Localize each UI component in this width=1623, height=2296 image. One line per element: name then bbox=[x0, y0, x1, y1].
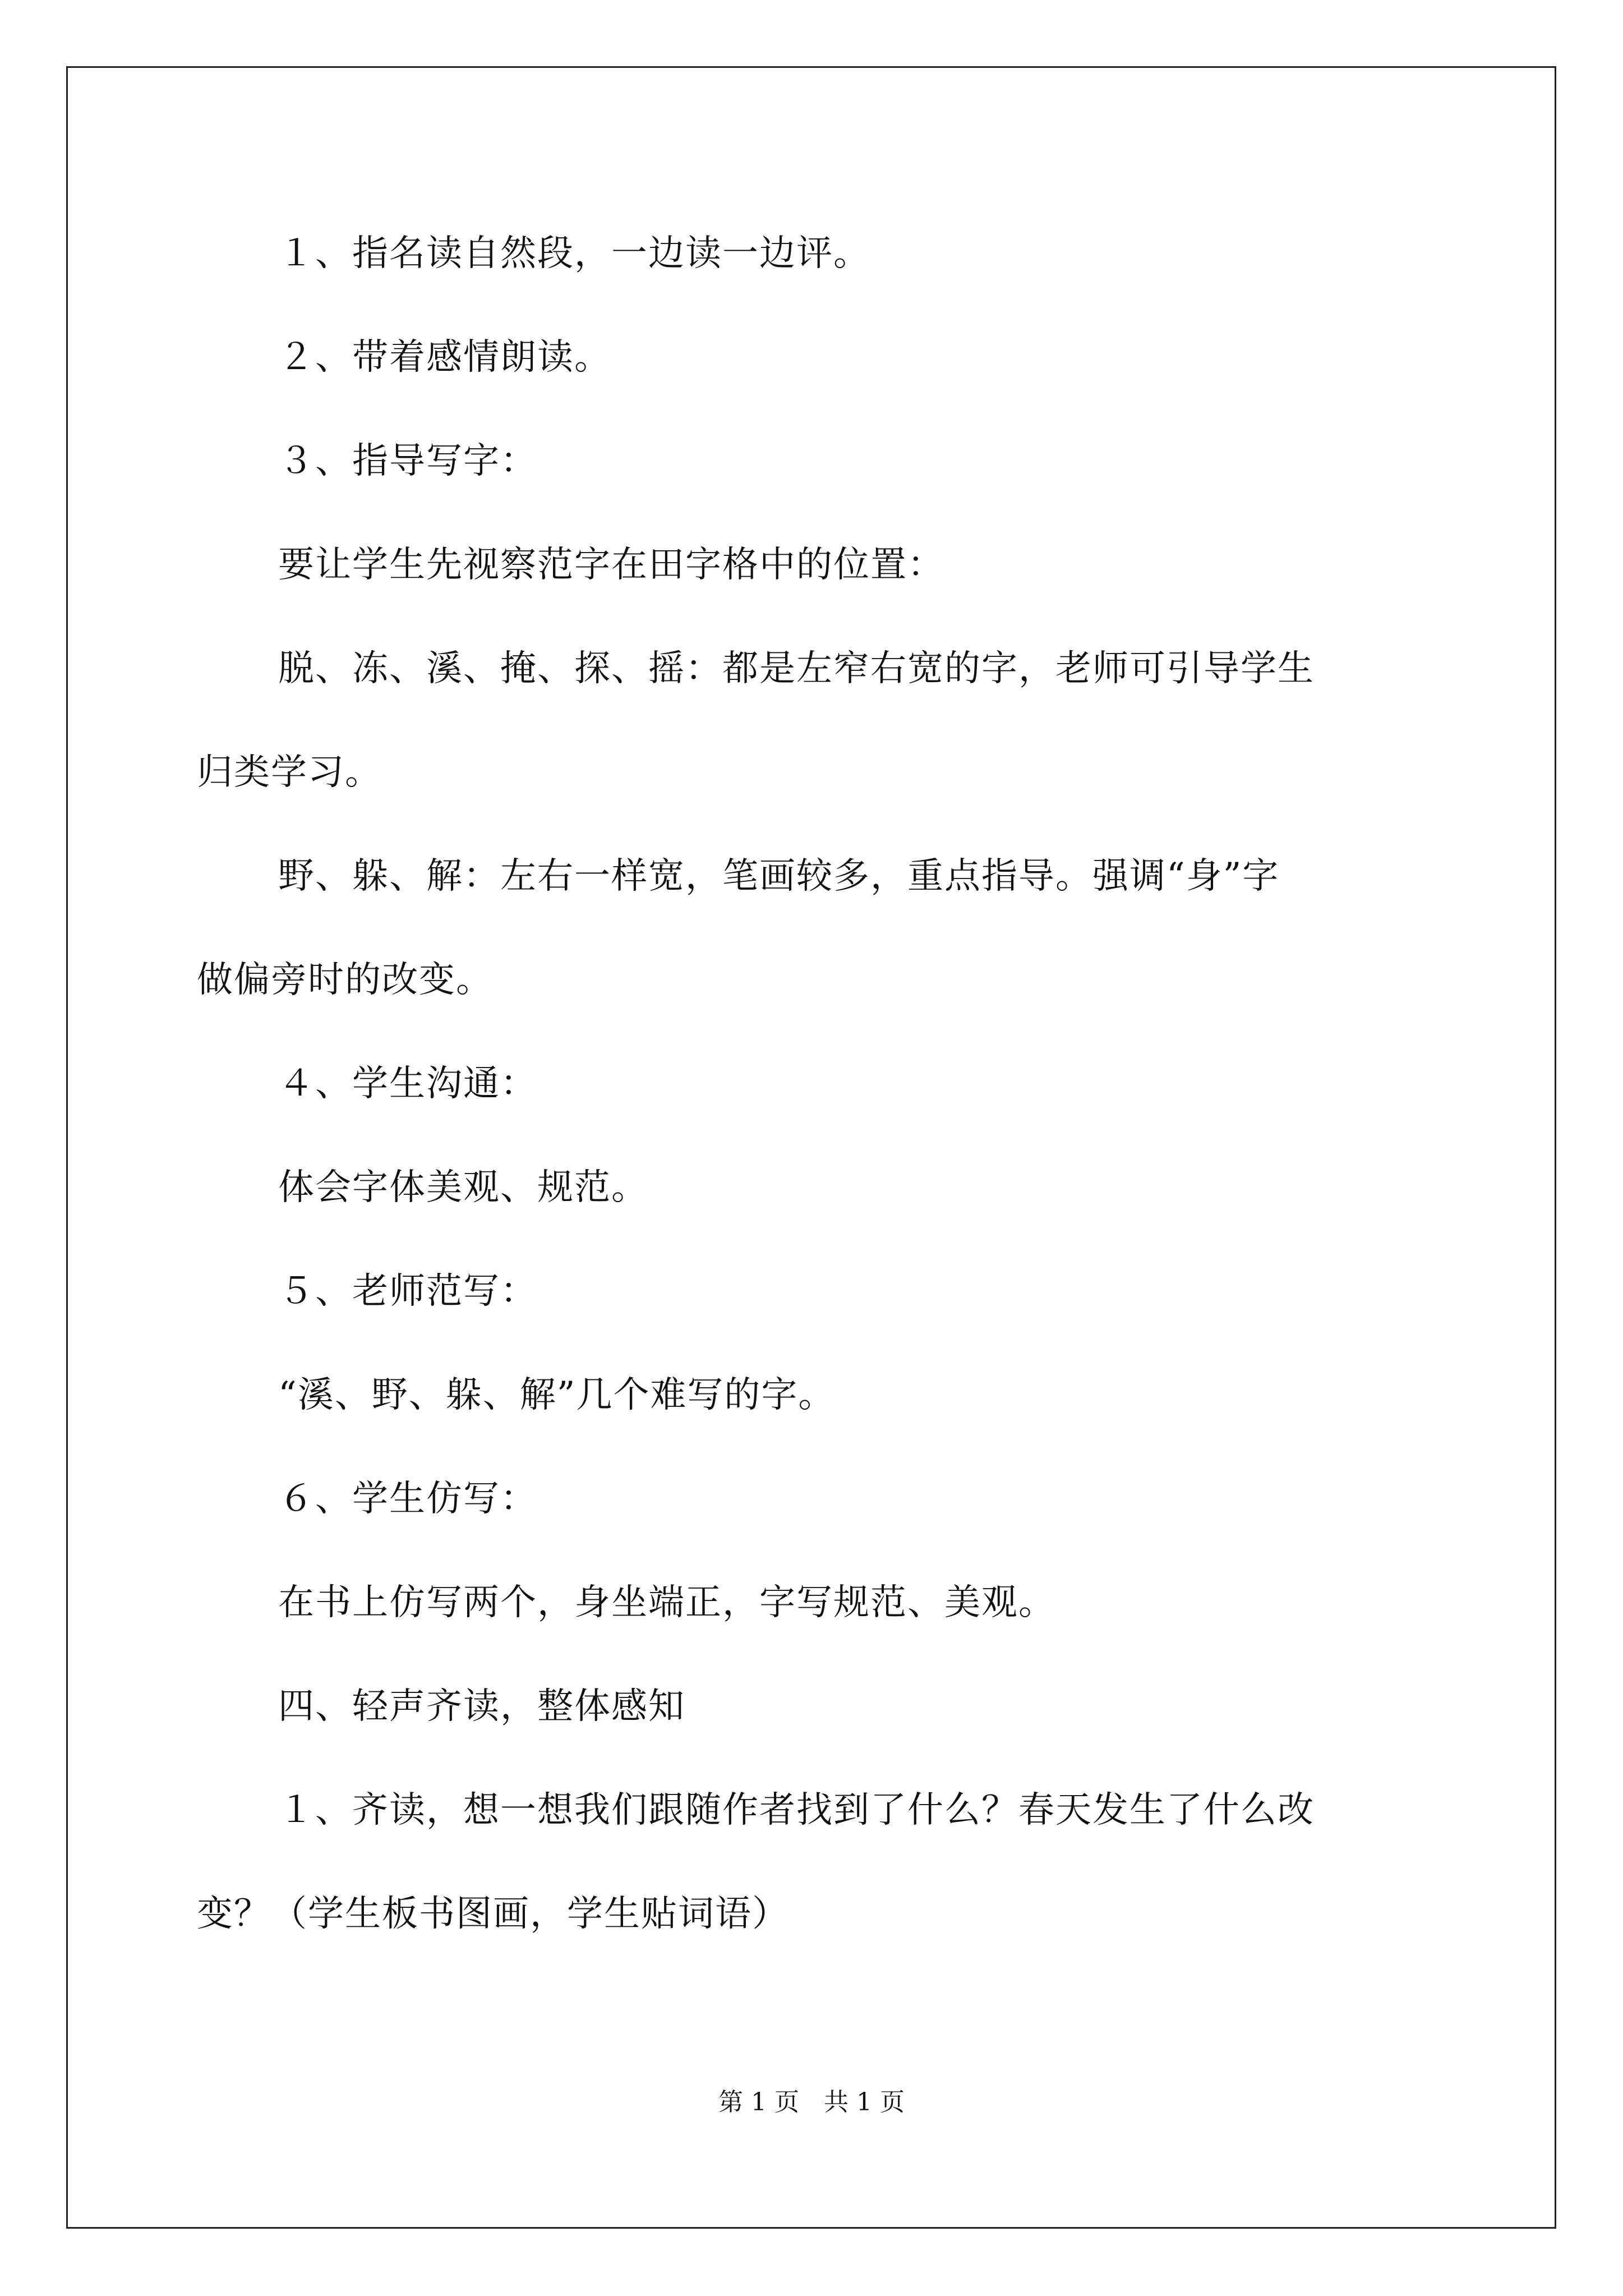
paragraph-8: 体会字体美观、规范。 bbox=[278, 1167, 648, 1208]
paragraph-10: “溪、野、躲、解”几个难写的字。 bbox=[278, 1374, 836, 1416]
paragraph-3: ３、指导写字： bbox=[278, 440, 537, 482]
paragraph-13-line-1: １、齐读，想一想我们跟随作者找到了什么？春天发生了什么改 bbox=[278, 1789, 1315, 1831]
paragraph-9: ５、老师范写： bbox=[278, 1271, 537, 1312]
paragraph-12: 在书上仿写两个，身坐端正，字写规范、美观。 bbox=[278, 1582, 1055, 1623]
paragraph-5-line-2: 归类学习。 bbox=[197, 752, 382, 793]
page-footer: 第 1 页 共 1 页 bbox=[718, 2088, 905, 2116]
paragraph-6-line-2: 做偏旁时的改变。 bbox=[197, 959, 493, 1001]
paragraph-4: 要让学生先视察范字在田字格中的位置： bbox=[278, 544, 944, 586]
paragraph-7: ４、学生沟通： bbox=[278, 1063, 537, 1105]
paragraph-11: ６、学生仿写： bbox=[278, 1478, 537, 1520]
paragraph-5-line-1: 脱、冻、溪、掩、探、摇：都是左窄右宽的字，老师可引导学生 bbox=[278, 648, 1315, 689]
section-heading-4: 四、轻声齐读，整体感知 bbox=[278, 1686, 685, 1727]
paragraph-1: １、指名读自然段，一边读一边评。 bbox=[278, 233, 870, 274]
paragraph-13-line-2: 变？（学生板书图画，学生贴词语） bbox=[197, 1893, 789, 1935]
paragraph-6-line-1: 野、躲、解：左右一样宽，笔画较多，重点指导。强调“身”字 bbox=[278, 855, 1280, 897]
paragraph-2: ２、带着感情朗读。 bbox=[278, 337, 611, 378]
